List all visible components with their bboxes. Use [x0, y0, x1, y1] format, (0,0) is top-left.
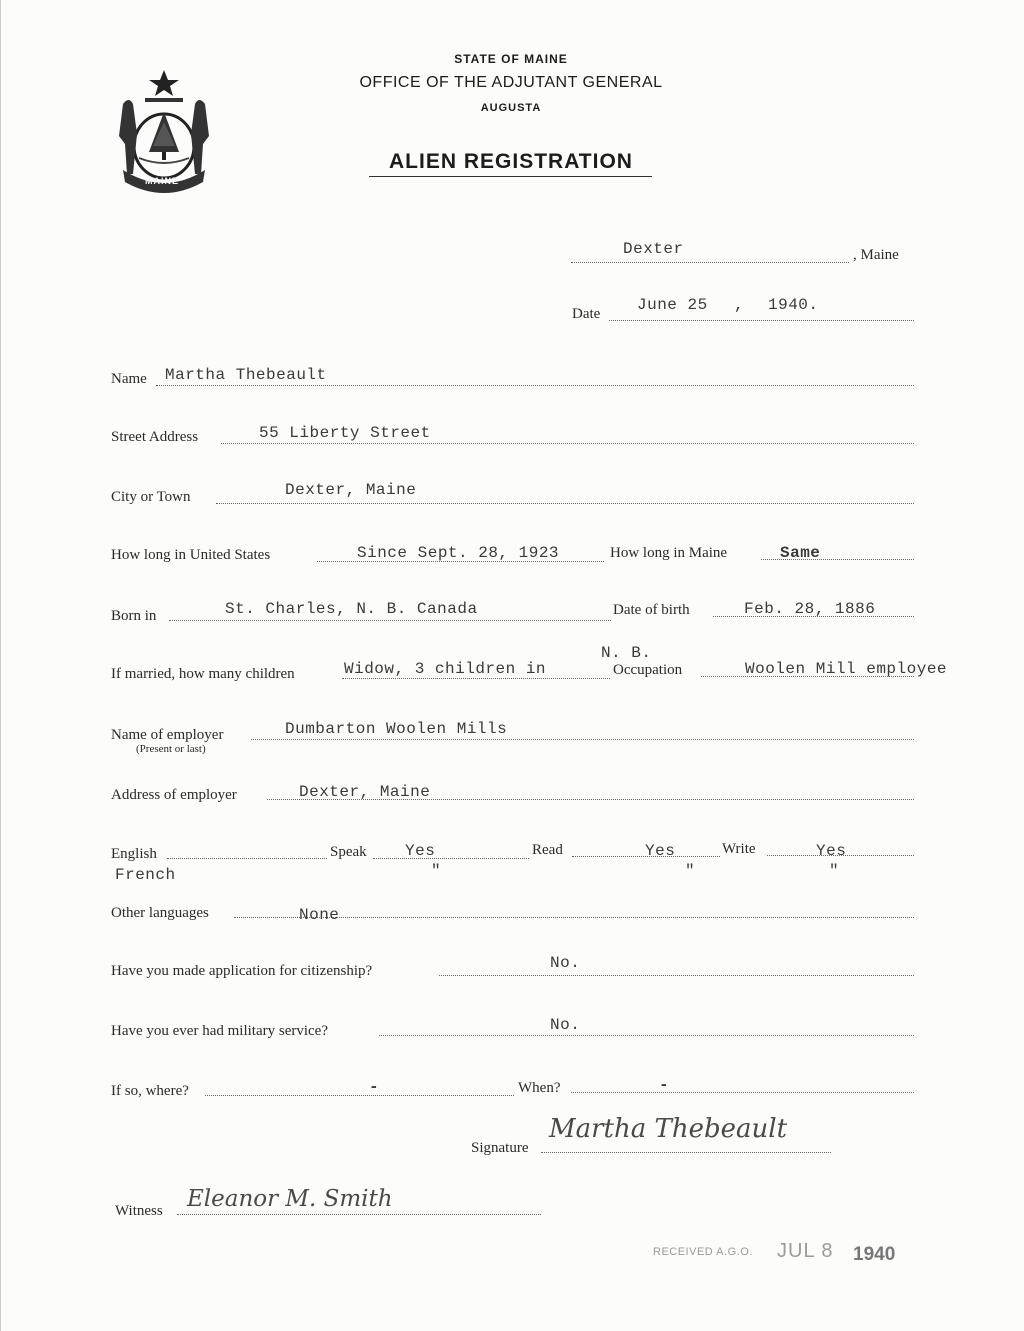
employer-note: (Present or last)	[136, 743, 206, 755]
read-label: Read	[532, 842, 563, 858]
read-value: Yes	[645, 842, 676, 860]
received-stamp-date: JUL 8	[777, 1240, 834, 1262]
other-languages-label: Other languages	[111, 905, 209, 921]
children-note: N. B.	[601, 644, 652, 662]
name-line	[156, 385, 914, 386]
how-long-maine-label: How long in Maine	[610, 545, 728, 561]
witness-value: Eleanor M. Smith	[187, 1186, 393, 1212]
how-long-us-value: Since Sept. 28, 1923	[357, 544, 560, 562]
speak-line	[373, 858, 529, 859]
city-value: Dexter, Maine	[285, 481, 417, 499]
employer-value: Dumbarton Woolen Mills	[285, 720, 508, 738]
when-value: -	[659, 1076, 670, 1094]
city-label: City or Town	[111, 489, 191, 505]
speak-ditto: "	[431, 862, 442, 880]
married-label: If married, how many children	[111, 666, 295, 682]
born-in-value: St. Charles, N. B. Canada	[225, 600, 478, 618]
married-line	[342, 678, 610, 679]
employer-line	[251, 739, 914, 740]
speak-value: Yes	[405, 842, 436, 860]
born-in-label: Born in	[111, 608, 157, 624]
employer-address-value: Dexter, Maine	[299, 783, 431, 801]
when-label: When?	[518, 1080, 561, 1096]
witness-label: Witness	[115, 1203, 163, 1219]
place-line	[571, 262, 849, 263]
military-label: Have you ever had military service?	[111, 1023, 328, 1039]
place-value: Dexter	[623, 240, 684, 258]
children-value: Widow, 3 children in	[344, 660, 547, 678]
received-stamp-text: RECEIVED A.G.O.	[653, 1246, 753, 1258]
citizenship-line	[439, 975, 914, 976]
header-office: OFFICE OF THE ADJUTANT GENERAL	[359, 74, 663, 91]
date-line	[609, 320, 914, 321]
write-ditto: "	[829, 862, 840, 880]
seal-banner-text: MAINE	[145, 176, 179, 186]
header-city: AUGUSTA	[480, 102, 542, 114]
header-state: STATE OF MAINE	[454, 52, 568, 66]
english-line	[167, 858, 327, 859]
date-of-birth-value: Feb. 28, 1886	[744, 600, 876, 618]
signature-value: Martha Thebeault	[549, 1114, 788, 1144]
military-value: No.	[550, 1016, 581, 1034]
received-stamp-year: 1940	[853, 1244, 896, 1265]
street-value: 55 Liberty Street	[259, 424, 431, 442]
witness-line	[177, 1214, 541, 1215]
city-line	[216, 503, 914, 504]
maine-suffix: , Maine	[853, 247, 899, 263]
english-label: English	[111, 846, 157, 862]
name-value: Martha Thebeault	[165, 366, 327, 384]
signature-label: Signature	[471, 1140, 529, 1156]
when-line	[571, 1092, 914, 1093]
employer-address-label: Address of employer	[111, 787, 237, 803]
employer-label: Name of employer	[111, 727, 224, 743]
how-long-us-label: How long in United States	[111, 547, 271, 563]
title-underline	[369, 176, 652, 177]
military-line	[379, 1035, 914, 1036]
name-label: Name	[111, 371, 147, 387]
where-label: If so, where?	[111, 1083, 189, 1099]
write-label: Write	[722, 841, 756, 857]
date-label: Date	[572, 306, 601, 322]
street-line	[221, 443, 914, 444]
date-year: 1940.	[768, 296, 819, 314]
signature-line	[541, 1152, 831, 1153]
occupation-value: Woolen Mill employee	[745, 660, 948, 678]
citizenship-label: Have you made application for citizenship?	[111, 963, 373, 979]
read-ditto: "	[685, 862, 696, 880]
date-comma: ,	[734, 296, 745, 314]
where-line	[205, 1095, 514, 1096]
born-in-line	[169, 620, 611, 621]
speak-label: Speak	[330, 844, 367, 860]
where-value: -	[369, 1078, 380, 1096]
occupation-label: Occupation	[613, 662, 683, 678]
how-long-maine-value: Same	[780, 544, 821, 562]
date-of-birth-label: Date of birth	[613, 602, 690, 618]
street-label: Street Address	[111, 429, 199, 445]
form-title: ALIEN REGISTRATION	[389, 150, 633, 173]
citizenship-value: No.	[550, 954, 581, 972]
second-language-value: French	[115, 866, 176, 884]
other-languages-value: None	[299, 906, 340, 924]
write-value: Yes	[816, 842, 847, 860]
date-month-day: June 25	[637, 296, 708, 314]
